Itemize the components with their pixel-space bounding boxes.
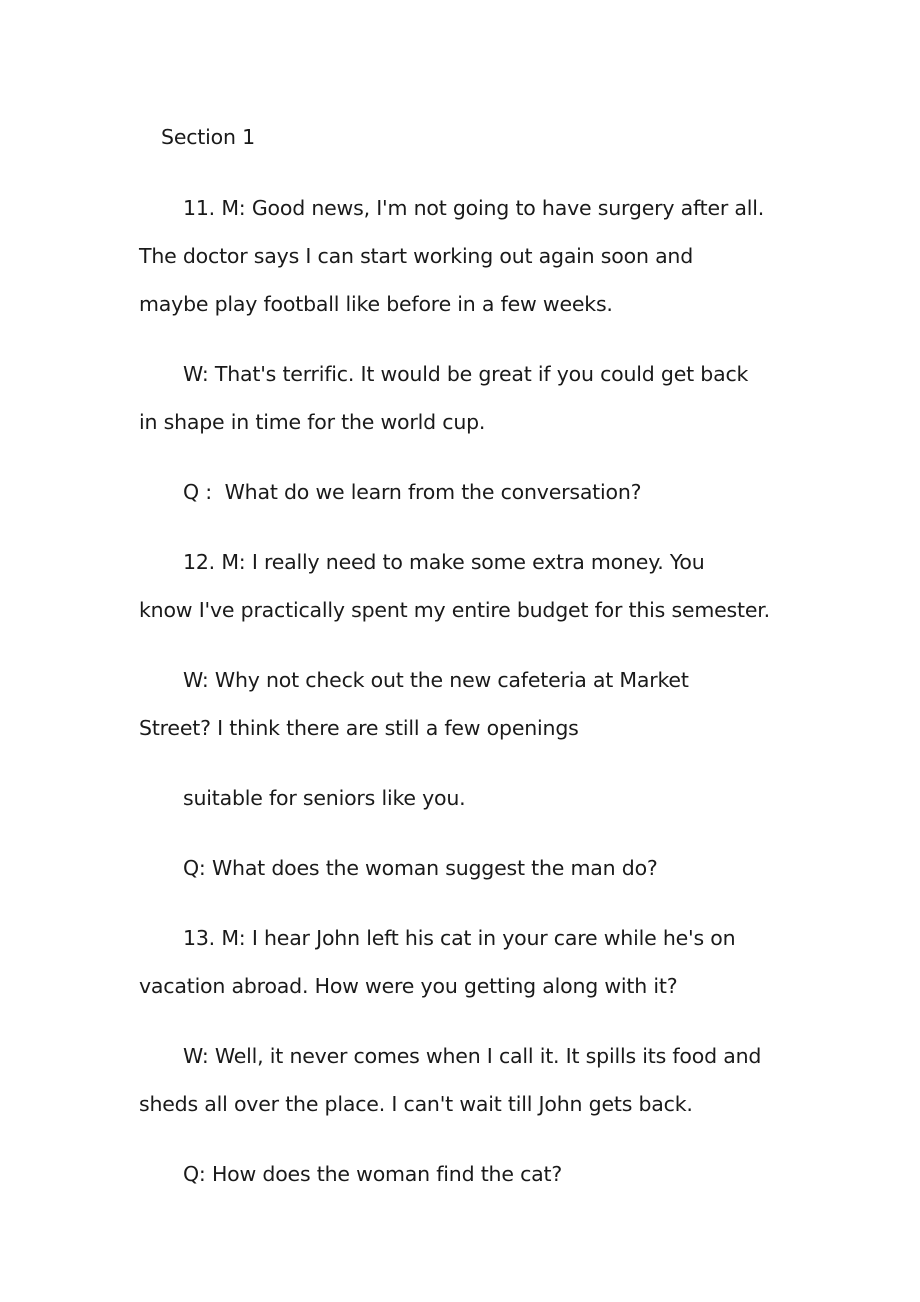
dialogue-13-man-line-2: vacation abroad. How were you getting along with it? bbox=[139, 974, 678, 998]
dialogue-12-woman-line-1: W: Why not check out the new cafeteria at Market bbox=[183, 668, 689, 692]
dialogue-11-question: Q : What do we learn from the conversation? bbox=[183, 480, 642, 504]
dialogue-11-woman-line-2: in shape in time for the world cup. bbox=[139, 410, 486, 434]
dialogue-12-question: Q: What does the woman suggest the man do? bbox=[183, 856, 658, 880]
dialogue-13-question: Q: How does the woman find the cat? bbox=[183, 1162, 563, 1186]
dialogue-12-woman-line-3: suitable for seniors like you. bbox=[183, 786, 466, 810]
dialogue-11-woman-line-1: W: That's terrific. It would be great if you could get back bbox=[183, 362, 749, 386]
dialogue-13-woman-line-2: sheds all over the place. I can't wait till John gets back. bbox=[139, 1092, 693, 1116]
dialogue-12-man-line-1: 12. M: I really need to make some extra money. You bbox=[183, 550, 705, 574]
dialogue-11-man-line-2: The doctor says I can start working out again soon and bbox=[139, 244, 694, 268]
section-heading: Section 1 bbox=[161, 125, 255, 149]
dialogue-11-man-line-1: 11. M: Good news, I'm not going to have surgery after all. bbox=[183, 196, 765, 220]
dialogue-12-woman-line-2: Street? I think there are still a few openings bbox=[139, 716, 579, 740]
dialogue-13-woman-line-1: W: Well, it never comes when I call it. It spills its food and bbox=[183, 1044, 762, 1068]
dialogue-11-man-line-3: maybe play football like before in a few weeks. bbox=[139, 292, 613, 316]
dialogue-13-man-line-1: 13. M: I hear John left his cat in your care while he's on bbox=[183, 926, 736, 950]
dialogue-12-man-line-2: know I've practically spent my entire budget for this semester. bbox=[139, 598, 770, 622]
